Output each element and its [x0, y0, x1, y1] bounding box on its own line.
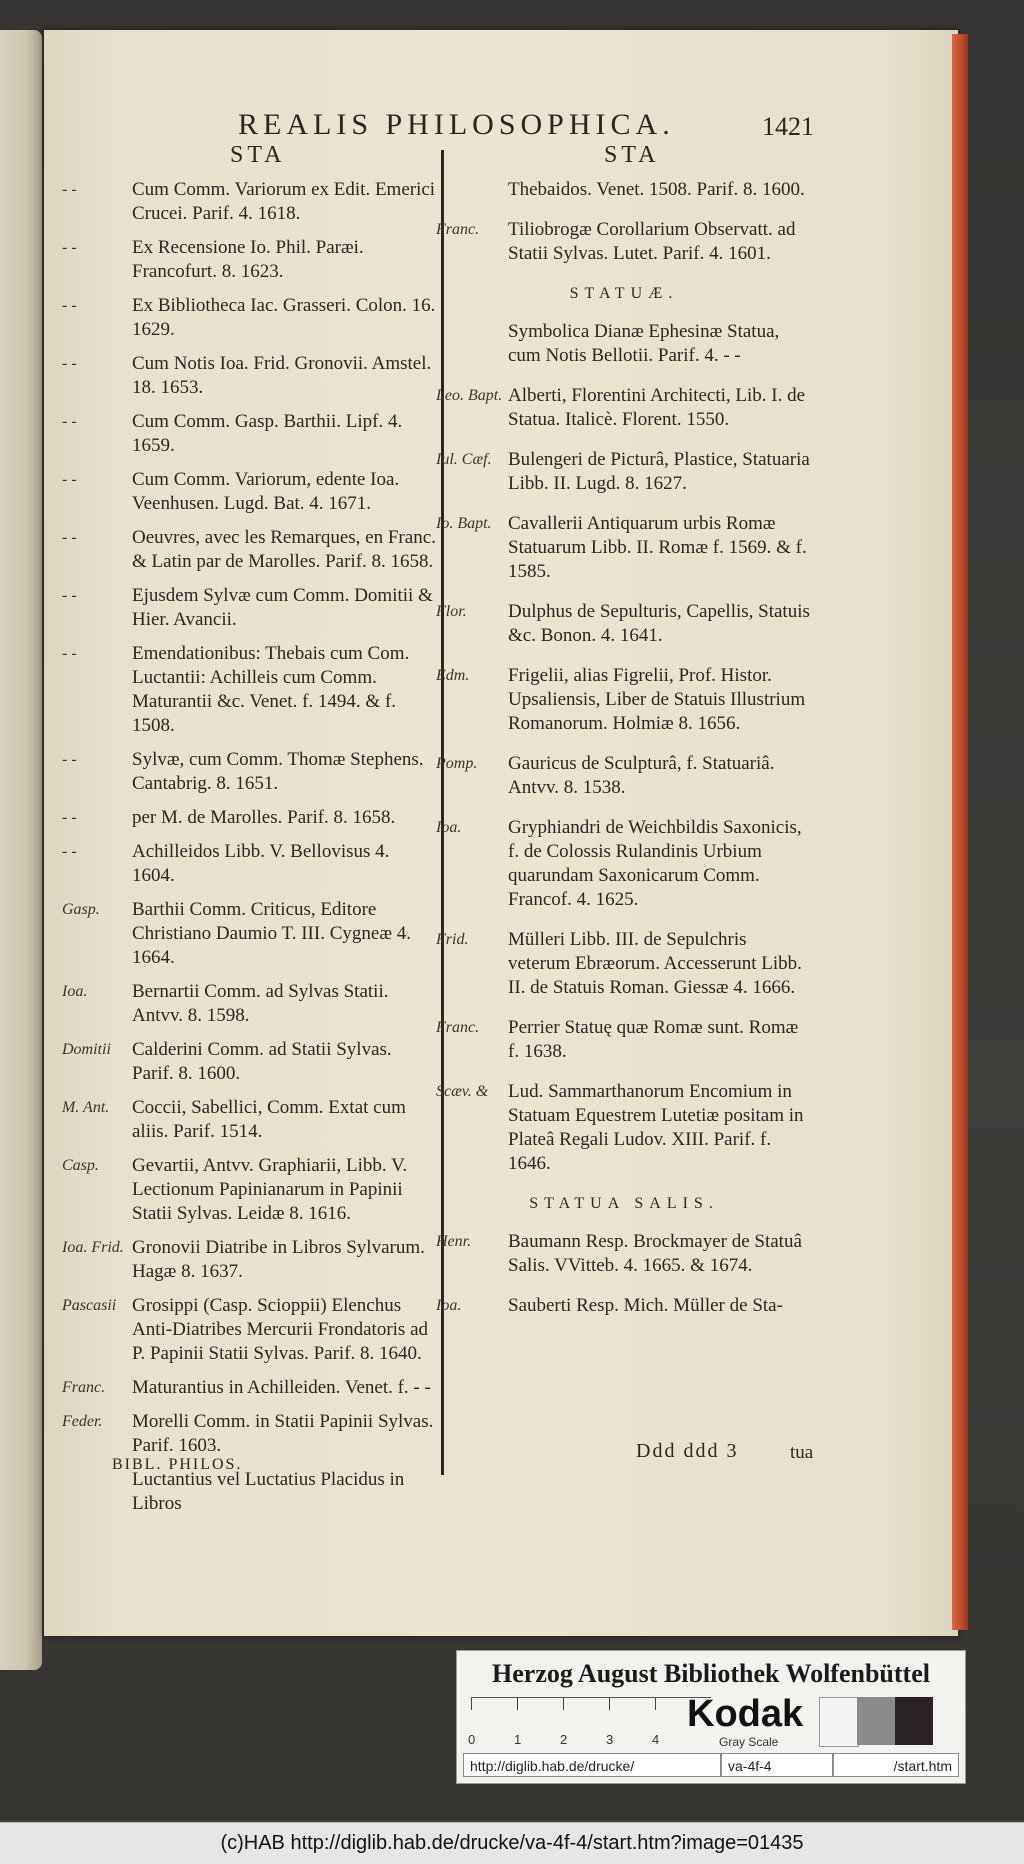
bibliography-entry	[62, 1410, 436, 1458]
entry-text: Calderini Comm. ad Statii Sylvas. Parif. 8. 1600.	[132, 1039, 392, 1084]
entry-prefix: - -	[62, 413, 77, 430]
entry-prefix: Gasp.	[62, 901, 100, 918]
entry-text: Thebaidos. Venet. 1508. Parif. 8. 1600.	[508, 179, 805, 200]
page-red-edge	[952, 34, 968, 1630]
entry-text: Baumann Resp. Brockmayer de Statuâ Salis. VVitteb. 4. 1665. & 1674.	[508, 1231, 802, 1276]
bibliography-entry	[62, 1294, 436, 1366]
entry-prefix: Domitii	[62, 1041, 111, 1058]
page-number: 1421	[762, 112, 814, 141]
bibliography-entry	[62, 584, 436, 632]
entry-text: Dulphus de Sepulturis, Capellis, Statuis &c. Bonon. 4. 1641.	[508, 601, 810, 646]
entry-prefix: Franc.	[436, 1019, 480, 1036]
entry-prefix: Ioa. Frid.	[62, 1239, 124, 1256]
entry-prefix: - -	[62, 239, 77, 256]
bibliography-entry	[62, 898, 436, 970]
entry-prefix: Pascasii	[62, 1297, 117, 1314]
bibliography-entry	[62, 642, 436, 738]
bibliography-entry	[62, 410, 436, 458]
left-page-edge	[0, 30, 42, 1670]
bibliography-entry	[62, 468, 436, 516]
ruler-tick	[517, 1698, 518, 1710]
ruler-number: 3	[606, 1732, 614, 1747]
bibliography-entry	[436, 1016, 812, 1064]
ruler-number: 1	[514, 1732, 522, 1747]
entry-text: Gauricus de Sculpturâ, f. Statuariâ. Antvv. 8. 1538.	[508, 753, 775, 798]
bibliography-entry	[436, 752, 812, 800]
library-title: Herzog August Bibliothek Wolfenbüttel	[492, 1659, 930, 1688]
left-column-head: STA	[230, 142, 286, 168]
entry-text: Gronovii Diatribe in Libros Sylvarum. Hagæ 8. 1637.	[132, 1237, 425, 1282]
left-column	[62, 178, 436, 1526]
bibliography-entry	[62, 1154, 436, 1226]
entry-prefix: Henr.	[436, 1233, 472, 1250]
entry-prefix: Edm.	[436, 667, 470, 684]
running-head: REALIS PHILOSOPHICA.	[238, 108, 675, 141]
bibliography-entry	[436, 178, 812, 202]
bibliography-entry	[62, 748, 436, 796]
entry-text: Ejusdem Sylvæ cum Comm. Domitii & Hier. Avancii.	[132, 585, 433, 630]
ruler-scale	[468, 1697, 711, 1747]
entry-text: per M. de Marolles. Parif. 8. 1658.	[132, 807, 396, 828]
entry-prefix: Leo. Bapt.	[436, 387, 503, 404]
entry-text: Cum Notis Ioa. Frid. Gronovii. Amstel. 18. 1653.	[132, 353, 432, 398]
bibliography-entry	[436, 384, 812, 432]
entry-text: Sauberti Resp. Mich. Müller de Sta-	[508, 1295, 783, 1316]
bibliography-entry	[436, 512, 812, 584]
bibliography-entry	[62, 294, 436, 342]
entry-text: Gryphiandri de Weichbildis Saxonicis, f. de Colossis Rulandinis Urbium quarundam Saxonicarum Comm. Francof. 4. 1625.	[508, 817, 802, 910]
library-label	[456, 1650, 966, 1784]
signature-mark: Ddd ddd 3	[636, 1440, 739, 1462]
ruler-number: 0	[468, 1732, 476, 1747]
entry-prefix: Ioa.	[62, 983, 88, 1000]
ruler-number: 4	[652, 1732, 660, 1747]
entry-text: Bulengeri de Picturâ, Plastice, Statuaria Libb. II. Lugd. 8. 1627.	[508, 449, 810, 494]
entry-text: Mülleri Libb. III. de Sepulchris veterum Ebræorum. Accesserunt Libb. II. de Statuis Roman. Giessæ 4. 1666.	[508, 929, 802, 998]
entry-prefix: Casp.	[62, 1157, 99, 1174]
bibliography-entry	[62, 806, 436, 830]
catchword: tua	[790, 1442, 814, 1463]
entry-text: Oeuvres, avec les Remarques, en Franc. & Latin par de Marolles. Parif. 8. 1658.	[132, 527, 436, 572]
entry-text: Emendationibus: Thebais cum Com. Luctantii: Achilleis cum Comm. Maturantii &c. Venet. f. 1494. & f. 1508.	[132, 643, 410, 736]
bibliography-entry	[62, 1236, 436, 1284]
bibliography-entry	[436, 664, 812, 736]
entry-prefix: Pomp.	[436, 755, 478, 772]
right-column-head: STA	[604, 142, 660, 168]
ruler-tick	[609, 1698, 610, 1710]
entry-prefix: Flor.	[436, 603, 467, 620]
section-title: STATUA SALIS.	[529, 1195, 719, 1212]
bibliography-entry	[62, 178, 436, 226]
entry-prefix: Franc.	[62, 1379, 106, 1396]
bibliography-entry	[436, 1080, 812, 1176]
gray-scale-label: Gray Scale	[719, 1735, 779, 1749]
bibliography-entry	[436, 218, 812, 266]
entry-prefix: - -	[62, 181, 77, 198]
section-title: STATUÆ.	[569, 285, 679, 302]
bibliography-entry	[436, 928, 812, 1000]
bibliography-entry	[62, 526, 436, 574]
entry-text: Cum Comm. Variorum ex Edit. Emerici Crucei. Parif. 4. 1618.	[132, 179, 436, 224]
entry-text: Cum Comm. Gasp. Barthii. Lipf. 4. 1659.	[132, 411, 403, 456]
kodak-logo: Kodak	[687, 1693, 804, 1735]
entry-prefix: M. Ant.	[62, 1099, 110, 1116]
bibliography-entry	[62, 840, 436, 888]
entry-text: Coccii, Sabellici, Comm. Extat cum aliis. Parif. 1514.	[132, 1097, 406, 1142]
bibliography-entry	[436, 816, 812, 912]
bibliography-entry	[62, 1376, 436, 1400]
entry-text: Sylvæ, cum Comm. Thomæ Stephens. Cantabrig. 8. 1651.	[132, 749, 424, 794]
url-box-mid: va-4f-4	[721, 1753, 833, 1777]
entry-text: Bernartii Comm. ad Sylvas Statii. Antvv. 8. 1598.	[132, 981, 389, 1026]
entry-prefix: - -	[62, 297, 77, 314]
gray-swatch	[857, 1697, 895, 1745]
entry-text: Frigelii, alias Figrelii, Prof. Histor. Upsaliensis, Liber de Statuis Illustrium Romanorum. Holmiæ 8. 1656.	[508, 665, 806, 734]
url-box-left: http://diglib.hab.de/drucke/	[463, 1753, 721, 1777]
footer-title: BIBL. PHILOS.	[112, 1456, 243, 1473]
bibliography-entry	[62, 1038, 436, 1086]
entry-prefix: Ioa.	[436, 1297, 462, 1314]
entry-prefix: - -	[62, 529, 77, 546]
bibliography-entry	[62, 1468, 436, 1516]
entry-text: Morelli Comm. in Statii Papinii Sylvas. Parif. 1603.	[132, 1411, 434, 1456]
entry-text: Symbolica Dianæ Ephesinæ Statua, cum Notis Bellotii. Parif. 4. - -	[508, 321, 780, 366]
bibliography-entry	[436, 448, 812, 496]
entry-text: Perrier Statuę quæ Romæ sunt. Romæ f. 1638.	[508, 1017, 799, 1062]
entry-text: Luctantius vel Luctatius Placidus in Libros	[132, 1469, 405, 1514]
entry-text: Lud. Sammarthanorum Encomium in Statuam Equestrem Lutetiæ positam in Plateâ Regali Ludov. XIII. Parif. f. 1646.	[508, 1081, 804, 1174]
entry-prefix: Franc.	[436, 221, 480, 238]
entry-prefix: - -	[62, 843, 77, 860]
ruler-number: 2	[560, 1732, 568, 1747]
bibliography-entry	[62, 236, 436, 284]
bibliography-entry	[62, 980, 436, 1028]
entry-prefix: Iul. Cæf.	[436, 451, 492, 468]
bibliography-entry	[436, 1230, 812, 1278]
entry-prefix: - -	[62, 645, 77, 662]
url-box-right: /start.htm	[833, 1753, 959, 1777]
entry-text: Cum Comm. Variorum, edente Ioa. Veenhusen. Lugd. Bat. 4. 1671.	[132, 469, 400, 514]
entry-text: Cavallerii Antiquarum urbis Romæ Statuarum Libb. II. Romæ f. 1569. & f. 1585.	[508, 513, 807, 582]
status-bar: (c)HAB http://diglib.hab.de/drucke/va-4f-4/start.htm?image=01435	[0, 1822, 1024, 1864]
bibliography-entry	[62, 352, 436, 400]
ruler-tick	[471, 1698, 472, 1710]
entry-text: Ex Bibliotheca Iac. Grasseri. Colon. 16. 1629.	[132, 295, 436, 340]
entry-text: Grosippi (Casp. Scioppii) Elenchus Anti-Diatribes Mercurii Frondatoris ad P. Papinii Statii Sylvas. Parif. 8. 1640.	[132, 1295, 429, 1364]
entry-prefix: Io. Bapt.	[436, 515, 492, 532]
entry-prefix: - -	[62, 355, 77, 372]
entry-text: Maturantius in Achilleiden. Venet. f. - -	[132, 1377, 431, 1398]
entry-text: Alberti, Florentini Architecti, Lib. I. de Statua. Italicè. Florent. 1550.	[508, 385, 806, 430]
entry-text: Gevartii, Antvv. Graphiarii, Libb. V. Lectionum Papinianarum in Papinii Statii Sylvas. Leidæ 8. 1616.	[132, 1155, 408, 1224]
bibliography-entry	[62, 1096, 436, 1144]
entry-prefix: Feder.	[62, 1413, 103, 1430]
entry-text: Tiliobrogæ Corollarium Observatt. ad Statii Sylvas. Lutet. Parif. 4. 1601.	[508, 219, 796, 264]
right-column	[436, 178, 812, 1334]
entry-text: Barthii Comm. Criticus, Editore Christiano Daumio T. III. Cygneæ 4. 1664.	[132, 899, 411, 968]
entry-prefix: - -	[62, 809, 77, 826]
entry-prefix: Scæv. &	[436, 1083, 489, 1100]
entry-prefix: Ioa.	[436, 819, 462, 836]
entry-text: Achilleidos Libb. V. Bellovisus 4. 1604.	[132, 841, 390, 886]
entry-prefix: Frid.	[436, 931, 469, 948]
ruler-tick	[563, 1698, 564, 1710]
bibliography-entry	[436, 600, 812, 648]
gray-swatch	[895, 1697, 933, 1745]
entry-text: Ex Recensione Io. Phil. Paræi. Francofurt. 8. 1623.	[132, 237, 364, 282]
entry-prefix: - -	[62, 587, 77, 604]
entry-prefix: - -	[62, 471, 77, 488]
bibliography-entry	[436, 1294, 812, 1318]
gray-swatch	[819, 1697, 859, 1747]
entry-prefix: - -	[62, 751, 77, 768]
ruler-tick	[655, 1698, 656, 1710]
bibliography-entry	[436, 320, 812, 368]
